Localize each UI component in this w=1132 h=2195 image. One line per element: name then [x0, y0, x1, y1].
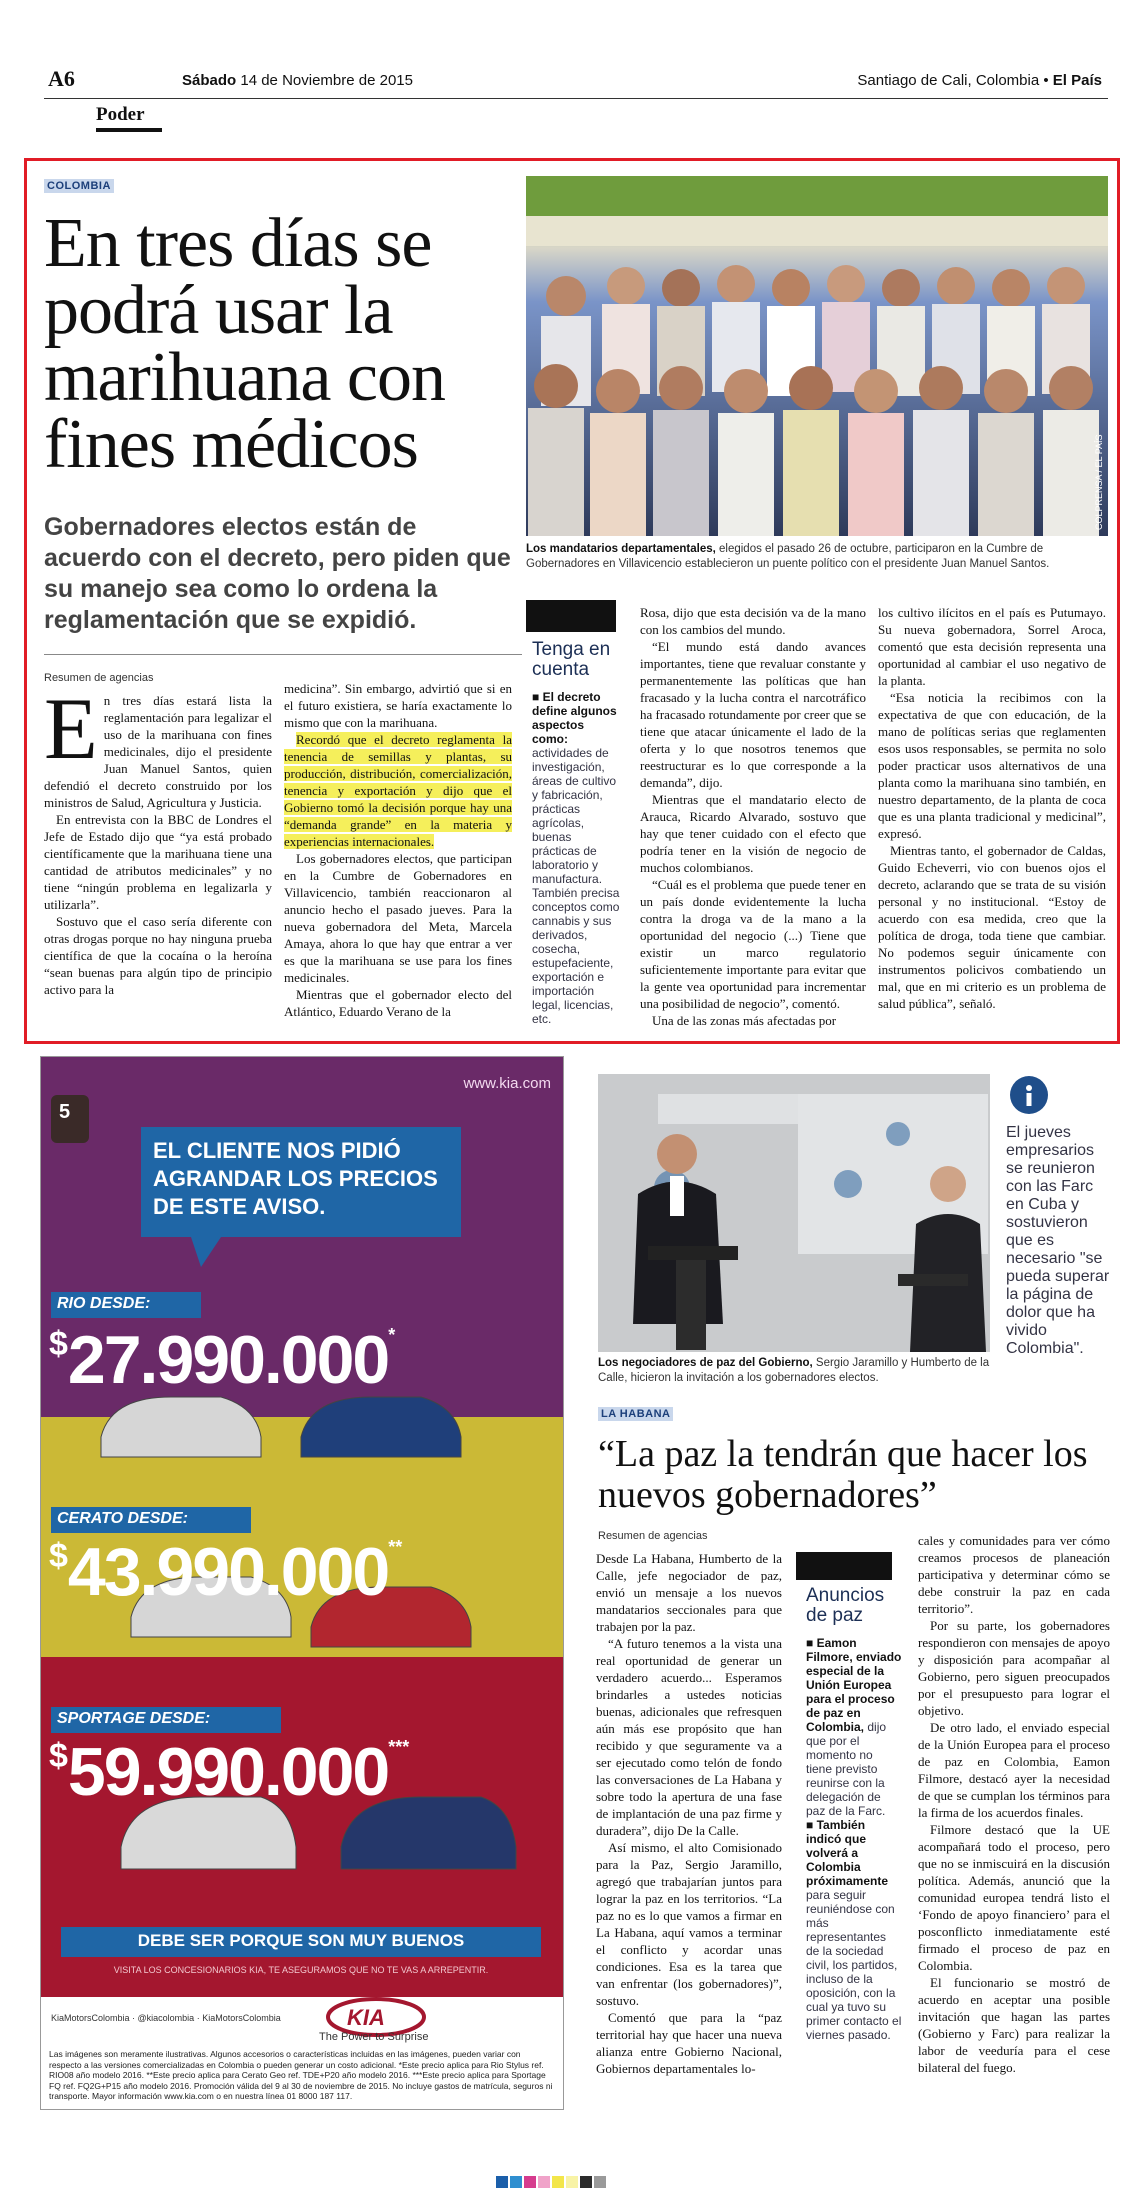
kia-subslogan: VISITA LOS CONCESIONARIOS KIA, TE ASEGURAMOS QUE NO TE VAS A ARREPENTIR.: [113, 1965, 489, 1975]
kia-tagline: The Power to Surprise: [319, 2031, 429, 2043]
dek-rule: [44, 654, 522, 655]
kia-url[interactable]: www.kia.com: [463, 1075, 551, 1092]
print-swatch: [580, 2176, 592, 2188]
peace-column-3: cales y comunidades para ver cómo creamos procesos de planeación participativa y determinar cómo se debe construir la paz en cada territorio”. Por su parte, los gobernadores respondieron con mensajes de apoyo y disposición para acompañar al Gobierno, pero siguen preocupados por el presupuesto para lograr el objetivo. De otro lado, el enviado especial de la Unión Europea para el proceso de paz en Colombia, Eamon Filmore, destacó ayer la necesidad de que se cumplan los términos para la firma de los acuerdos finales. Filmore destacó que la UE acompañará todo el proceso, pero que no se inmiscuirá en la discusión política. Además, anunció que la comunidad europea tendrá listo el ‘Fondo de apoyo financiero’ para el posconflicto inmediatamente esté firmado el proceso de paz en Colombia. El funcionario se mostró de acuerdo en aceptar una posible invitación que hagan las partes (Gobierno y Farc) para realizar la labor de veeduría para el cese bilateral del fuego.: [918, 1533, 1110, 2075]
print-swatch: [510, 2176, 522, 2188]
kia-logo: KIA: [347, 2005, 385, 2030]
governors-photo-image: [526, 176, 1108, 536]
sportage-label: SPORTAGE DESDE:: [57, 1710, 211, 1727]
print-swatch: [594, 2176, 606, 2188]
peace-photo-caption: Los negociadores de paz del Gobierno, Sergio Jaramillo y Humberto de la Calle, hicieron la invitación a los gobernadores electos.: [598, 1357, 990, 1384]
negotiators-photo: [598, 1074, 990, 1352]
kia-ad-headline: EL CLIENTE NOS PIDIÓ AGRANDAR LOS PRECIOS DE ESTE AVISO.: [153, 1138, 438, 1219]
sidebox-body: ■ El decreto define algunos aspectos como: actividades de investigación, áreas de cultivo y fabricación, prácticas agrícolas, buenas prácticas de laboratorio y manufactura. También precisa conceptos como cannabis y sus derivados, cosecha, estupefaciente, exportación e importación legal, licencias, etc.: [532, 690, 620, 1026]
kia-fine-print: Las imágenes son meramente ilustrativas. Algunos accesorios o características incluidas en las imágenes, pueden variar con respecto a las versiones comercializadas en Colombia o pueden generar un costo adicional. *Este precio aplica para Rio Stylus ref. RIO08 año modelo 2016. **Este precio aplica para Cerato Geo ref. TDE+P20 año modelo 2016. ***Este precio aplica para Sportage FQ ref. FQ2G+P15 año modelo 2016. Promoción válida del 9 al 30 de noviembre de 2015. No incluye gastos de matrícula, seguros ni transporte. Mayor información www.kia.com o en nuestra línea 01 8000 187 117.: [49, 2049, 553, 2101]
print-swatch: [524, 2176, 536, 2188]
cerato-price: $43.990.000**: [49, 1534, 403, 1610]
masthead-rule: [44, 98, 1108, 99]
page-number: A6: [48, 66, 75, 91]
dropcap: E: [44, 681, 98, 778]
kia-social-links[interactable]: KiaMotorsColombia · @kiacolombia · KiaMotorsColombia: [51, 2013, 281, 2023]
rio-label: RIO DESDE:: [57, 1295, 151, 1312]
highlighted-passage: Recordó que el decreto reglamenta la tenencia de semillas y plantas, su producción, distribución, comercialización, tenencia y exportación y dijo que el Gobierno tomó la decisión porque hay una “demanda grande” en la materia y experiencias internacionales.: [284, 732, 512, 849]
issue-date: Sábado 14 de Noviembre de 2015: [182, 72, 413, 89]
peace-headline: “La paz la tendrán que hacer los nuevos gobernadores”: [598, 1433, 1088, 1516]
peace-side-note: El jueves empresarios se reunieron con las Farc en Cuba y sostuvieron que es necesario "se pueda superar la página de dolor que ha vivido Colombia".: [1006, 1124, 1110, 1357]
print-swatch: [552, 2176, 564, 2188]
section-label: Poder: [96, 104, 162, 132]
print-swatch: [538, 2176, 550, 2188]
top-story-dek: Gobernadores electos están de acuerdo con el decreto, pero piden que su manejo sea como lo ordena la reglamentación que se expidió.: [44, 513, 511, 634]
print-swatch: [496, 2176, 508, 2188]
top-story-column-1: En tres días estará lista la reglamentación para legalizar el uso de la marihuana con fines medicinales, dijo el presidente Juan Manuel Santos, quien defendió el decreto construido por los ministros de Salud, Agricultura y Justicia. En entrevista con la BBC de Londres el Jefe de Estado dijo que “ya está probado científicamente que la marihuana tiene una cantidad de atributos medicinales” y no tiene “ningún problema en legalizarla y utilizarla”. Sostuvo que el caso sería diferente con otras drogas porque no hay ninguna prueba científica de que la cocaína o la heroína “sean buenas para algún tipo de principio activo para la: [44, 681, 272, 997]
print-swatch: [566, 2176, 578, 2188]
peace-sidebox-body: ■ Eamon Filmore, enviado especial de la Unión Europea para el proceso de paz en Colombia, dijo que por el momento no tiene previsto reunirse con la delegación de paz de la Farc. ■ También indicó que volverá a Colombia próximamente para seguir reuniéndose con más representantes de la sociedad civil, los partidos, incluso de la oposición, con la cual ya tuvo su primer contacto el viernes pasado.: [806, 1636, 902, 2042]
cerato-label: CERATO DESDE:: [57, 1510, 188, 1527]
rio-price: $27.990.000*: [49, 1322, 396, 1398]
top-story-column-4: Rosa, dijo que esta decisión va de la mano con los cambios del mundo. “El mundo está dando avances importantes, tiene que revaluar constante y permanentemente las políticas que han fracasado y la lucha contra el narcotráfico ha fracasado rotundamente por creer que se tiene que atacar únicamente el lado de la oferta y lo que nosotros tenemos que reestructurar es lo que corresponde a la demanda”, dijo. Mientras que el mandatario electo de Arauca, Ricardo Alvarado, sostuvo que hay que tener cuidado con el efecto que podría tener en la visión de negocio de muchos colombianos. “Cuál es el problema que puede tener en un país donde evidentemente la lucha contra la droga va de la mano a la oportunidad del negocio (...) Tiene que existir un marco regulatorio suficientemente importante para evitar que la gente vea oportunidad para incrementar una posibilidad de negocio”, comentó. Una de las zonas más afectadas por: [640, 605, 866, 1028]
top-story-column-5: los cultivo ilícitos en el país es Putumayo. Su nueva gobernadora, Sorrel Aroca, comentó que esta decisión representa una oportunidad al cambiar el uso negativo de la planta. “Esa noticia la recibimos con la expectativa de que con educación, de la mano de políticas serias que reglamenten esos usos responsables, se permita no solo poder practicar usos alternativos de una planta como la marihuana sino también, en nuestro departamento, de la planta de coca que es una planta tradicional y medicinal”, expresó. Mientras tanto, el gobernador de Caldas, Guido Echeverri, vio con buenos ojos el decreto, aclarando que se trata de su visión personal y no institucional. “Estoy de acuerdo con esa medida, creo que la política de droga, toda tiene que cambiar. No podemos seguir únicamente con instrumentos policivos combatiendo un mal, que en mi criterio es un problema de salud pública”, señaló.: [878, 605, 1106, 1011]
peace-byline: Resumen de agencias: [598, 1530, 708, 1542]
sidebox-black-bar: [526, 600, 616, 632]
kia-advertisement[interactable]: [40, 1056, 564, 2110]
kia-slogan: DEBE SER PORQUE SON MUY BUENOS: [137, 1931, 465, 1950]
top-story-byline: Resumen de agencias: [44, 672, 154, 684]
top-photo-caption: Los mandatarios departamentales, elegidos el pasado 26 de octubre, participaron en la Cumbre de Gobernadores en Villavicencio establecieron un puente político con el presidente Juan Manuel Santos.: [526, 543, 1050, 570]
photo-credit: COLPRENSA / EL PAÍS: [1094, 434, 1104, 530]
kia-warranty-badge: 5: [59, 1101, 71, 1123]
sportage-price: $59.990.000***: [49, 1734, 410, 1810]
peace-sidebox-title: Anuncios de paz: [806, 1585, 885, 1626]
print-color-bar: [496, 2176, 606, 2188]
governors-photo: [526, 176, 1108, 536]
paper-location: Santiago de Cali, Colombia • El País: [857, 72, 1102, 89]
info-icon: [1010, 1076, 1048, 1114]
peace-kicker: LA HABANA: [598, 1404, 673, 1422]
top-story-column-2: medicina”. Sin embargo, advirtió que si en el futuro existiera, se haría exactamente lo mismo que con la marihuana. Recordó que el decreto reglamenta la tenencia de semillas y plantas, su producción, distribución, comercialización, tenencia y exportación y dijo que el Gobierno tomó la decisión porque hay una “demanda grande” en la materia y experiencias internacionales. Los gobernadores electos, que participan en la Cumbre de Gobernadores en Villavicencio, también reaccionaron al anuncio hecho el pasado jueves. Para la nueva gobernadora del Meta, Marcela Amaya, ahora lo que hay que entrar a ver es que la marihuana se use para los fines medicinales. Mientras que el gobernador electo del Atlántico, Eduardo Verano de la: [284, 681, 512, 1019]
top-story-headline: En tres días se podrá usar la marihuana con fines médicos: [44, 205, 445, 483]
peace-column-1: Desde La Habana, Humberto de la Calle, jefe negociador de paz, envió un mensaje a los nuevos mandatarios seccionales para que trabajen por la paz. “A futuro tenemos a la vista una real oportunidad de generar un verdadero acuerdo... Esperamos brindarles a ustedes noticias buenas, adicionales que refresquen aún más ese propósito que han recibido y que seguramente va a ser ejecutado como telón de fondo las conversaciones de La Habana y sobre todo la apertura de una fase de implantación de una paz firme y duradera”, dijo De la Calle. Así mismo, el alto Comisionado para la Paz, Sergio Jaramillo, agregó que trabajarían juntos para lograr la paz en los territorios. “La paz no es lo que vamos a firmar en La Habana, aquí vamos a terminar el conflicto y acordar unas condiciones. Esa es la tarea que van enfrentar (los gobernadores)”, sostuvo. Comentó que para la “paz territorial hay que hacer una nueva alianza entre Gobierno Nacional, Gobiernos departamentales lo-: [596, 1551, 782, 2076]
peace-sidebox-bar: [796, 1552, 892, 1580]
sidebox-title: Tenga en cuenta: [532, 639, 611, 680]
top-story-kicker: COLOMBIA: [44, 176, 114, 194]
